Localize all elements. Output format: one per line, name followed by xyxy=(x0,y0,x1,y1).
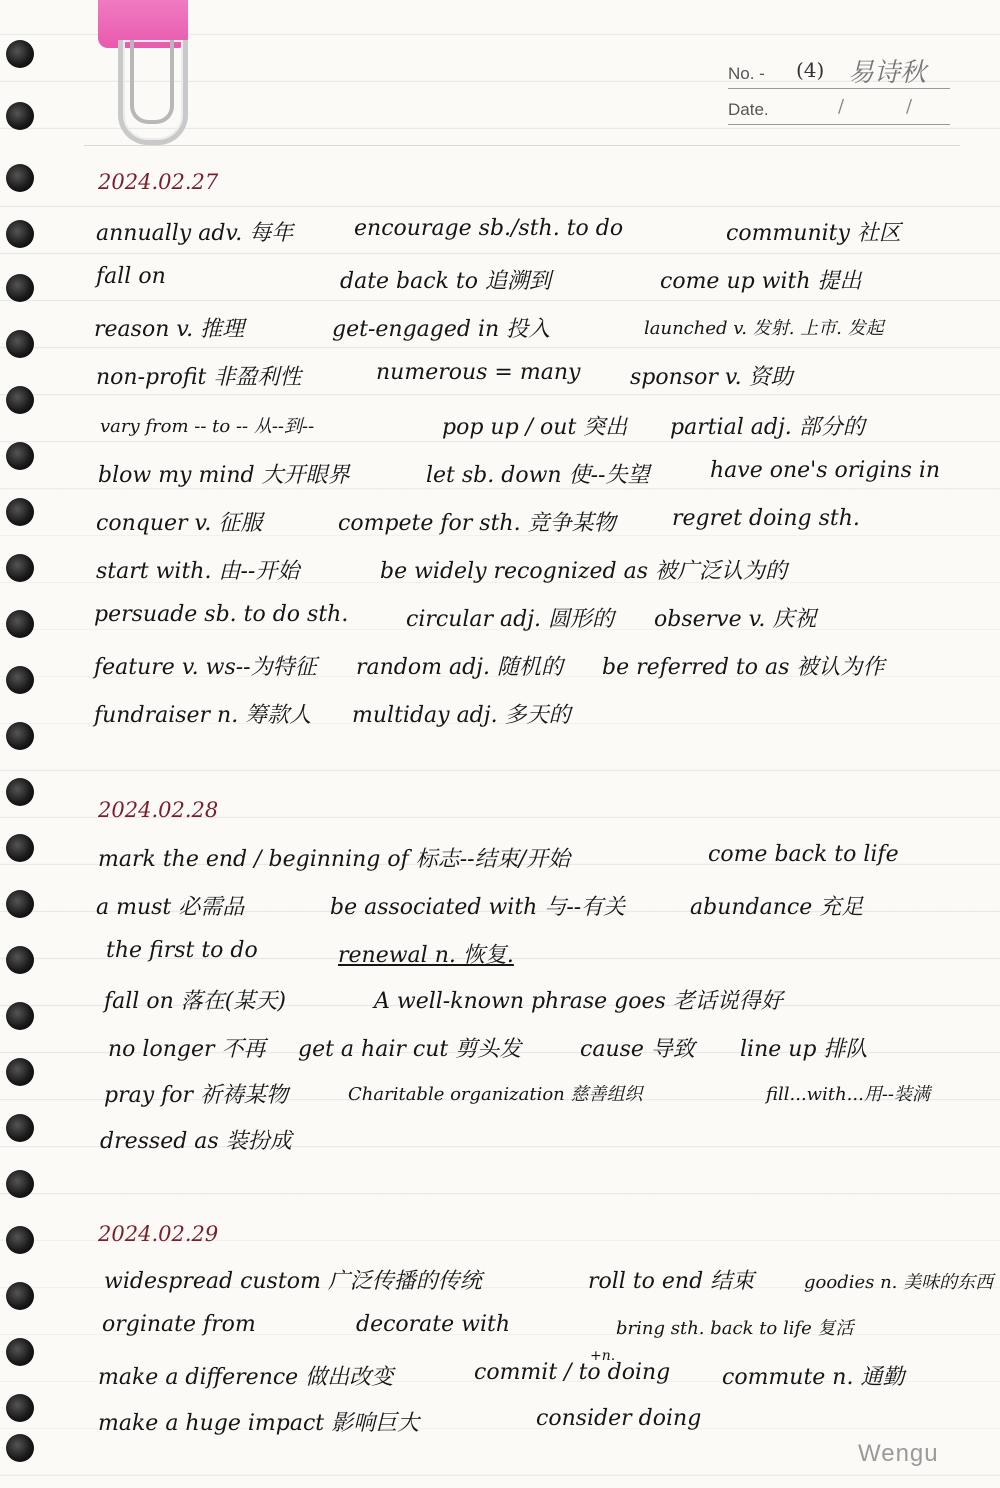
number-value: (4) xyxy=(796,58,825,82)
vocab-item: get-engaged in 投入 xyxy=(332,317,551,342)
vocab-item: bring sth. back to life 复活 xyxy=(616,1318,854,1339)
owner-name: 易诗秋 xyxy=(848,58,927,88)
vocab-item: numerous = many xyxy=(376,360,581,385)
vocab-line xyxy=(0,506,1000,546)
vocab-line xyxy=(0,890,1000,930)
vocab-item: have one's origins in xyxy=(710,458,941,483)
vocab-item: Charitable organization 慈善组织 xyxy=(348,1084,643,1105)
vocab-line xyxy=(0,312,1000,352)
date-separator: / xyxy=(838,96,845,117)
vocab-line xyxy=(0,602,1000,642)
vocab-item: launched v. 发射. 上市. 发起 xyxy=(644,318,884,339)
binder-hole xyxy=(6,1170,34,1198)
header-divider xyxy=(84,145,960,146)
vocab-line xyxy=(0,698,1000,738)
vocab-item: fall on xyxy=(96,264,166,289)
vocab-item: decorate with xyxy=(356,1312,511,1337)
vocab-item: let sb. down 使--失望 xyxy=(426,463,650,488)
vocab-item: conquer v. 征服 xyxy=(96,511,263,536)
vocab-item: blow my mind 大开眼界 xyxy=(98,463,350,488)
vocab-item: no longer 不再 xyxy=(108,1037,266,1062)
vocab-line xyxy=(0,1360,1000,1400)
entry-date: 2024.02.29 xyxy=(98,1222,219,1246)
vocab-item: consider doing xyxy=(536,1406,702,1431)
vocab-line xyxy=(0,984,1000,1024)
vocab-item: pray for 祈祷某物 xyxy=(104,1083,289,1108)
vocab-line xyxy=(0,1264,1000,1304)
vocab-item: encourage sb./sth. to do xyxy=(354,216,624,241)
watermark: Wengu xyxy=(858,1440,939,1467)
vocab-item: feature v. ws--为特征 xyxy=(94,655,317,680)
vocab-item: line up 排队 xyxy=(740,1037,868,1062)
binder-hole xyxy=(6,164,34,192)
vocab-item: goodies n. 美味的东西 xyxy=(804,1272,994,1293)
vocab-item: date back to 追溯到 xyxy=(340,269,551,294)
vocab-item: pop up / out 突出 xyxy=(442,415,628,440)
vocab-item: roll to end 结束 xyxy=(588,1269,755,1294)
vocab-item: vary from -- to -- 从--到-- xyxy=(100,416,315,437)
number-label: No. - xyxy=(728,64,765,83)
vocab-item: reason v. 推理 xyxy=(94,317,245,342)
annotation-mark: +n. xyxy=(590,1348,616,1364)
vocab-item: a must 必需品 xyxy=(96,895,245,920)
date-label: Date. xyxy=(728,100,769,119)
vocab-item: commute n. 通勤 xyxy=(722,1365,905,1390)
vocab-line xyxy=(0,554,1000,594)
vocab-item: regret doing sth. xyxy=(672,506,860,531)
vocab-item: fall on 落在(某天) xyxy=(104,989,286,1014)
vocab-item: annually adv. 每年 xyxy=(96,221,294,246)
vocab-item: start with. 由--开始 xyxy=(96,559,300,584)
vocab-item: come up with 提出 xyxy=(660,269,862,294)
vocab-item: circular adj. 圆形的 xyxy=(406,607,615,632)
vocab-item: community 社区 xyxy=(726,221,901,246)
vocab-line xyxy=(0,1406,1000,1446)
vocab-item: multiday adj. 多天的 xyxy=(352,703,571,728)
vocab-item: come back to life xyxy=(708,842,899,867)
vocab-item: get a hair cut 剪头发 xyxy=(298,1037,522,1062)
binder-hole xyxy=(6,40,34,68)
vocab-item: A well-known phrase goes 老话说得好 xyxy=(374,989,783,1014)
vocab-item: abundance 充足 xyxy=(690,895,864,920)
vocab-item: random adj. 随机的 xyxy=(356,655,563,680)
binder-hole xyxy=(6,778,34,806)
vocab-line xyxy=(0,842,1000,882)
vocab-line xyxy=(0,1032,1000,1072)
vocab-item: fill...with...用--装满 xyxy=(766,1084,931,1105)
vocab-item: fundraiser n. 筹款人 xyxy=(94,703,312,728)
vocab-item: be referred to as 被认为作 xyxy=(602,655,885,680)
vocab-item: be associated with 与--有关 xyxy=(330,895,626,920)
number-underline xyxy=(728,88,950,89)
entry-date: 2024.02.28 xyxy=(98,798,219,822)
clip-wire-inner xyxy=(130,40,174,124)
date-separator: / xyxy=(906,96,913,117)
vocab-line xyxy=(0,360,1000,400)
vocab-item: commit / to doing xyxy=(474,1360,671,1385)
vocab-item: non-profit 非盈利性 xyxy=(96,365,302,390)
vocab-item: be widely recognized as 被广泛认为的 xyxy=(380,559,788,584)
vocab-item: cause 导致 xyxy=(580,1037,695,1062)
vocab-item: dressed as 装扮成 xyxy=(100,1129,292,1154)
vocab-item: compete for sth. 竞争某物 xyxy=(338,511,616,536)
vocab-item: sponsor v. 资助 xyxy=(630,365,793,390)
entry-date: 2024.02.27 xyxy=(98,170,219,194)
date-underline xyxy=(728,124,950,125)
vocab-item: make a huge impact 影响巨大 xyxy=(98,1411,420,1436)
vocab-line xyxy=(0,1124,1000,1164)
binder-hole xyxy=(6,102,34,130)
vocab-item: mark the end / beginning of 标志--结束/开始 xyxy=(98,847,571,872)
vocab-line xyxy=(0,938,1000,978)
vocab-item: observe v. 庆祝 xyxy=(654,607,817,632)
vocab-line xyxy=(0,410,1000,450)
vocab-item: the first to do xyxy=(106,938,258,963)
vocab-item: partial adj. 部分的 xyxy=(670,415,865,440)
vocab-item: orginate from xyxy=(102,1312,256,1337)
vocab-line xyxy=(0,216,1000,256)
vocab-line xyxy=(0,264,1000,304)
vocab-line xyxy=(0,650,1000,690)
vocab-item: persuade sb. to do sth. xyxy=(94,602,349,627)
vocab-item: widespread custom 广泛传播的传统 xyxy=(104,1269,482,1294)
vocab-line xyxy=(0,1078,1000,1118)
vocab-line xyxy=(0,1312,1000,1352)
vocab-item: renewal n. 恢复. xyxy=(338,943,514,968)
binder-hole xyxy=(6,1226,34,1254)
vocab-item: make a difference 做出改变 xyxy=(98,1365,394,1390)
vocab-line xyxy=(0,458,1000,498)
